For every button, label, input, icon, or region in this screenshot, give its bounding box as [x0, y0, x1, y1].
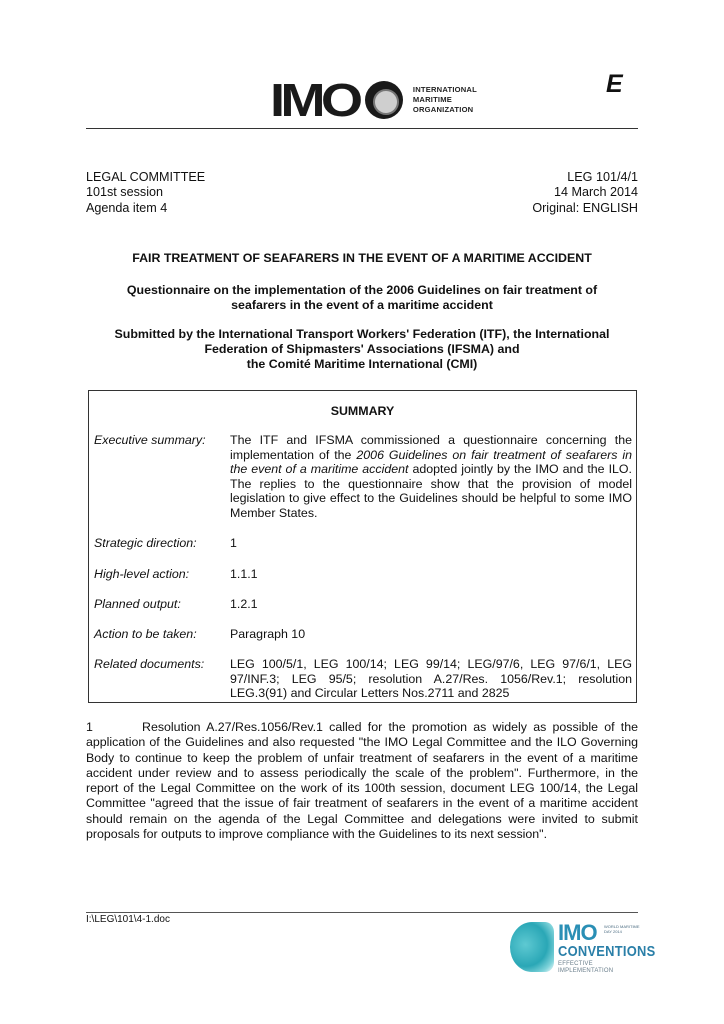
org-name-line: MARITIME — [412, 95, 453, 104]
summary-row-high-level-action — [94, 567, 634, 582]
conventions-small-text: WORLD MARITIME DAY 2014 — [604, 924, 640, 934]
summary-row-executive — [94, 433, 634, 521]
paragraph-1 — [86, 720, 638, 842]
related-documents-value: LEG 100/5/1, LEG 100/14; LEG 99/14; LEG/97/6, LEG 97/6/1, LEG 97/INF.3; LEG 95/5; resolution A.27/Res. 1056/Rev.1; resolution LEG.3(91) and Circular Letters Nos.2711 and 2825 — [230, 657, 632, 701]
document-date: 14 March 2014 — [553, 185, 638, 200]
conventions-imo-letters: IMO — [558, 920, 597, 945]
document-symbol: LEG 101/4/1 — [567, 170, 638, 184]
summary-row-strategic-direction — [94, 536, 634, 551]
session: 101st session — [86, 185, 164, 200]
summary-value: 1.1.1 — [230, 567, 258, 581]
exec-text-part: The ITF and IFSMA commissioned a questionnaire concerning the implementation of the — [230, 433, 632, 462]
footer-divider — [86, 912, 638, 913]
imo-logo — [270, 74, 477, 126]
conventions-title: CONVENTIONS — [558, 943, 656, 960]
globe-icon — [510, 922, 554, 972]
summary-row-related-documents — [94, 657, 634, 701]
org-name-line: ORGANIZATION — [412, 105, 474, 114]
subtitle-line: seafarers in the event of a maritime accident — [231, 298, 493, 313]
paragraph-number: 1 — [86, 720, 93, 734]
file-path: I:\LEG\101\4-1.doc — [86, 914, 170, 925]
original-language: Original: ENGLISH — [532, 200, 638, 215]
exec-text-part: adopted jointly by the IMO and the ILO. The replies to the questionnaire show that the provision of model legislation to give effect to the Guidelines should be helpful to some IMO Member States. — [230, 462, 632, 520]
summary-label: High-level action: — [94, 567, 190, 581]
submitted-by — [86, 327, 638, 373]
conventions-tagline: EFFECTIVE IMPLEMENTATION — [558, 961, 614, 974]
summary-label: Action to be taken: — [94, 627, 197, 641]
document-title: FAIR TREATMENT OF SEAFARERS IN THE EVENT OF A MARITIME ACCIDENT — [132, 251, 592, 265]
summary-value: Paragraph 10 — [230, 627, 306, 641]
header-divider — [86, 128, 638, 129]
summary-heading: SUMMARY — [330, 404, 395, 418]
meta-left — [86, 170, 205, 216]
guidelines-title: 2006 Guidelines on fair treatment of seafarers in the event of a maritime accident — [230, 447, 632, 477]
submitted-line: Submitted by the International Transport Workers' Federation (ITF), the International — [114, 327, 610, 341]
submitted-line: the Comité Maritime International (CMI) — [246, 357, 478, 372]
un-emblem-icon — [365, 81, 403, 119]
imo-logo-mark — [270, 74, 403, 126]
submitted-line: Federation of Shipmasters' Associations (IFSMA) and — [204, 342, 520, 357]
summary-label: Planned output: — [94, 597, 181, 611]
language-mark: E — [606, 70, 623, 98]
summary-row-action-to-be-taken — [94, 627, 634, 642]
summary-value: 1 — [230, 536, 237, 550]
agenda-item: Agenda item 4 — [86, 200, 168, 215]
summary-label: Executive summary: — [94, 433, 206, 447]
imo-logo-letters: IMO — [270, 74, 359, 126]
summary-label: Strategic direction: — [94, 536, 197, 550]
org-name-line: INTERNATIONAL — [412, 85, 477, 94]
paragraph-text: Resolution A.27/Res.1056/Rev.1 called for the promotion as widely as possible of the application of the Guidelines and also requested "the IMO Legal Committee and the ILO Governing Body to continue to keep the problem of unfair treatment of seafarers in the event of a maritime accident under review and to assess periodically the scale of the problem". Furthermore, in the report of the Legal Committee on the work of its 100th session, document LEG 100/14, the Legal Committee "agreed that the issue of fair treatment of seafarers in the event of a maritime accident should remain on the agenda of the Legal Committee and delegations were invited to submit proposals for outputs to improve compliance with the Guidelines to its next session". — [86, 720, 638, 842]
organization-name — [413, 85, 477, 115]
document-subtitle — [86, 283, 638, 313]
meta-right — [532, 170, 638, 216]
summary-row-planned-output — [94, 597, 634, 612]
subtitle-line: Questionnaire on the implementation of the 2006 Guidelines on fair treatment of — [126, 283, 598, 297]
committee-name: LEGAL COMMITTEE — [86, 170, 206, 184]
imo-conventions-logo — [508, 920, 656, 978]
summary-box — [88, 390, 637, 703]
summary-label: Related documents: — [94, 657, 205, 671]
executive-summary-text — [230, 433, 632, 521]
summary-value: 1.2.1 — [230, 597, 258, 611]
